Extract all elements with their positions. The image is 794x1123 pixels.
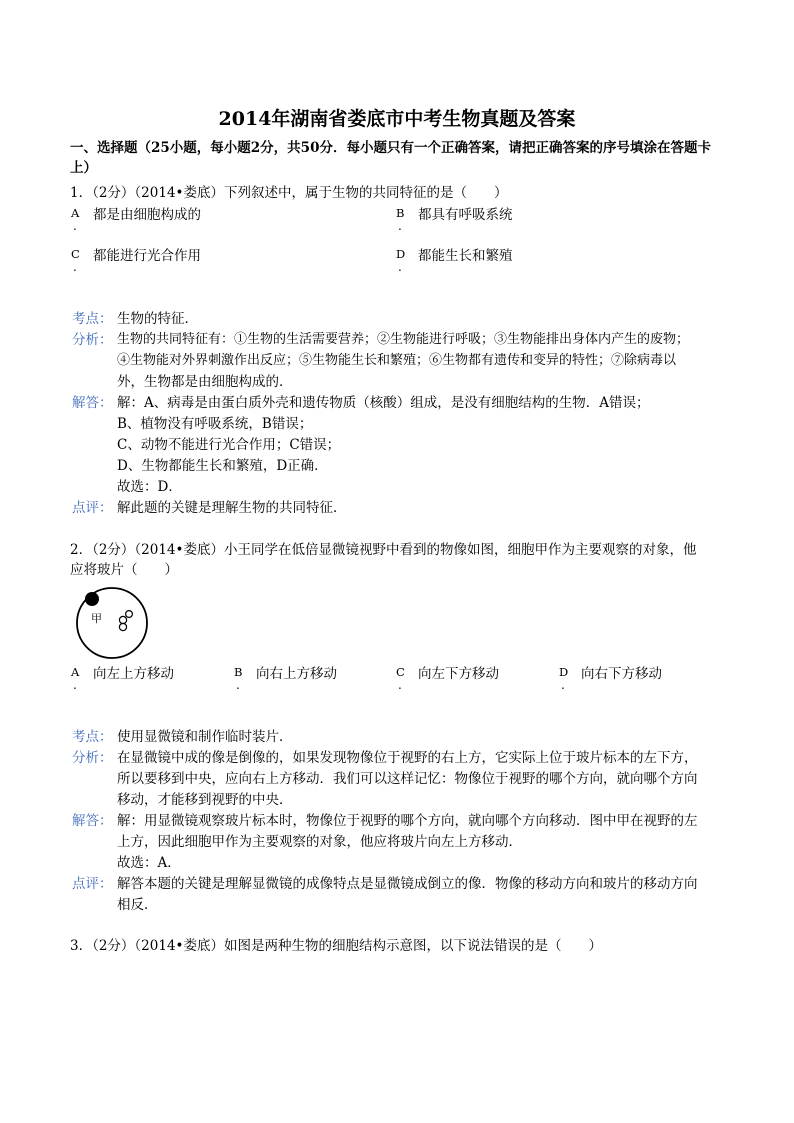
q2-option-c-letter: C — [396, 665, 405, 679]
q1-option-b-letter: B — [396, 206, 405, 220]
q2-fenxi-label: 分析： — [72, 750, 113, 766]
q2-question-line: 应将玻片（ ） — [70, 562, 178, 578]
q2-dianping-line: 相反． — [117, 897, 158, 913]
cell-small-circle — [126, 611, 133, 618]
q1-jieda-line: D、生物都能生长和繁殖，D正确． — [117, 458, 328, 474]
page-title: 2014年湖南省娄底市中考生物真题及答案 — [218, 108, 576, 130]
option-dot: . — [73, 219, 77, 233]
cell-small-circle — [119, 616, 126, 623]
option-dot: . — [398, 219, 402, 233]
q2-question-line: 2．（2分）（2014•娄底）小王同学在低倍显微镜视野中看到的物像如图，细胞甲作为主要观察的对象，他 — [70, 542, 697, 558]
q2-jieda-line: 上方，因此细胞甲作为主要观察的对象，他应将玻片向左上方移动． — [117, 834, 522, 850]
q1-question: 1．（2分）（2014•娄底）下列叙述中，属于生物的共同特征的是（ ） — [70, 185, 508, 201]
q2-kaodian-label: 考点： — [72, 729, 113, 745]
q2-kaodian: 使用显微镜和制作临时装片． — [117, 729, 293, 745]
q3-question: 3．（2分）（2014•娄底）如图是两种生物的细胞结构示意图，以下说法错误的是（ ） — [70, 938, 602, 954]
section-header: 一、选择题（25小题，每小题2分，共50分．每小题只有一个正确答案，请把正确答案的序号填涂在答题卡上） — [70, 140, 711, 176]
option-dot: . — [236, 678, 240, 692]
q2-option-c-text: 向左下方移动 — [418, 666, 499, 682]
q2-fenxi-line: 移动，才能移到视野的中央． — [117, 792, 293, 808]
q1-option-b-text: 都具有呼吸系统 — [418, 207, 513, 223]
q1-option-c-text: 都能进行光合作用 — [93, 248, 201, 264]
q1-dianping: 解此题的关键是理解生物的共同特征． — [117, 500, 347, 516]
q2-option-d-letter: D — [559, 665, 569, 679]
q1-kaodian: 生物的特征． — [117, 311, 198, 327]
q2-option-a-text: 向左上方移动 — [93, 666, 174, 682]
q1-fenxi-label: 分析： — [72, 332, 113, 348]
option-dot: . — [398, 678, 402, 692]
q2-jieda-line: 解：用显微镜观察玻片标本时，物像位于视野的哪个方向，就向哪个方向移动．图中甲在视野的左 — [117, 813, 698, 829]
cell-dot — [85, 592, 99, 606]
q1-jieda-line: C、动物不能进行光合作用；C错误； — [117, 437, 341, 453]
q1-fenxi-line: 生物的共同特征有：①生物的生活需要营养；②生物能进行呼吸；③生物能排出身体内产生的废物； — [117, 332, 690, 347]
q2-fenxi-line: 在显微镜中成的像是倒像的，如果发现物像位于视野的右上方，它实际上位于玻片标本的左下方， — [117, 750, 698, 766]
q2-jieda-line: 故选：A． — [117, 855, 181, 871]
q2-option-b-letter: B — [234, 665, 243, 679]
q2-jieda-label: 解答： — [72, 813, 113, 829]
microscope-field-figure — [72, 585, 154, 661]
q1-fenxi-line: ④生物能对外界刺激作出反应；⑤生物能生长和繁殖；⑥生物都有遗传和变异的特性；⑦除病毒以 — [117, 353, 677, 368]
q2-fenxi-line: 所以要移到中央，应向右上方移动．我们可以这样记忆：物像位于视野的哪个方向，就向哪个方向 — [117, 771, 698, 787]
q1-jieda-line: 故选：D． — [117, 479, 182, 495]
cell-small-circle — [119, 623, 126, 630]
q1-fenxi-line: 外，生物都是由细胞构成的． — [117, 374, 293, 390]
q1-option-d-text: 都能生长和繁殖 — [418, 248, 513, 264]
q1-jieda-line: B、植物没有呼吸系统，B错误； — [117, 416, 313, 432]
option-dot: . — [73, 678, 77, 692]
option-dot: . — [561, 678, 565, 692]
q2-dianping-line: 解答本题的关键是理解显微镜的成像特点是显微镜成倒立的像．物像的移动方向和玻片的移动方向 — [117, 876, 698, 892]
cell-jia-label: 甲 — [91, 612, 102, 625]
q1-jieda-label: 解答： — [72, 395, 113, 411]
q2-option-d-text: 向右下方移动 — [581, 666, 662, 682]
q2-dianping-label: 点评： — [72, 876, 113, 892]
option-dot: . — [73, 260, 77, 274]
q1-option-a-text: 都是由细胞构成的 — [93, 207, 201, 223]
q1-option-c-letter: C — [71, 247, 80, 261]
q1-kaodian-label: 考点： — [72, 311, 113, 327]
q1-dianping-label: 点评： — [72, 500, 113, 516]
q1-option-a-letter: A — [71, 206, 80, 220]
q1-option-d-letter: D — [396, 247, 406, 261]
q2-option-b-text: 向右上方移动 — [256, 666, 337, 682]
option-dot: . — [398, 260, 402, 274]
q1-jieda-line: 解：A、病毒是由蛋白质外壳和遗传物质（核酸）组成，是没有细胞结构的生物．A错误； — [117, 395, 650, 411]
q2-option-a-letter: A — [71, 665, 80, 679]
